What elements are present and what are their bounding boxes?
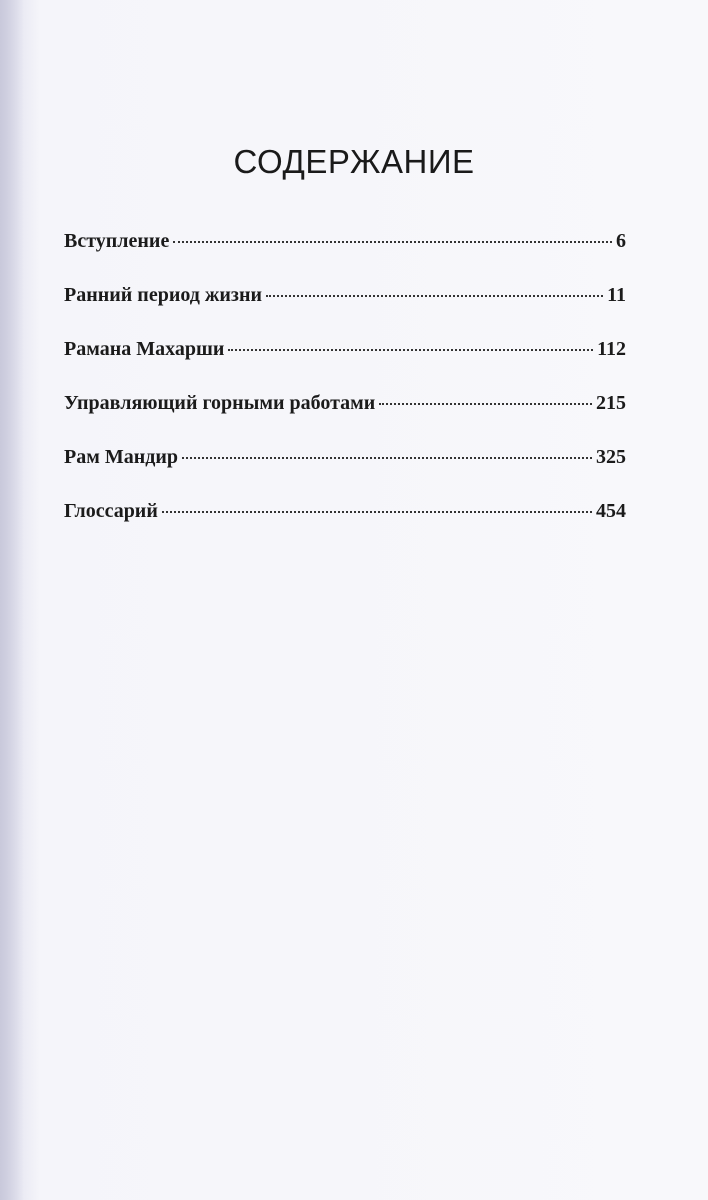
toc-entry-title: Глоссарий <box>64 500 158 522</box>
toc-entry-page: 215 <box>596 392 626 414</box>
toc-entry-title: Рамана Махарши <box>64 338 225 360</box>
toc-entry-mining-manager[interactable] <box>64 392 626 446</box>
toc-entry-page: 112 <box>597 338 626 360</box>
toc-entry-ramana-maharshi[interactable] <box>64 338 626 392</box>
table-of-contents <box>64 230 626 554</box>
toc-leader-dots <box>379 403 592 405</box>
toc-leader-dots <box>182 457 592 459</box>
toc-entry-title: Ранний период жизни <box>64 284 263 306</box>
toc-entry-early-life[interactable] <box>64 284 626 338</box>
toc-leader-dots <box>162 511 592 513</box>
toc-entry-page: 11 <box>607 284 626 306</box>
toc-entry-page: 6 <box>616 230 626 252</box>
toc-entry-title: Рам Мандир <box>64 446 179 468</box>
toc-entry-page: 454 <box>596 500 626 522</box>
toc-leader-dots <box>266 295 603 297</box>
toc-entry-introduction[interactable] <box>64 230 626 284</box>
toc-entry-glossary[interactable] <box>64 500 626 554</box>
toc-entry-title: Вступление <box>64 230 170 252</box>
toc-leader-dots <box>173 241 612 243</box>
toc-entry-ram-mandir[interactable] <box>64 446 626 500</box>
toc-entry-page: 325 <box>596 446 626 468</box>
page-title: СОДЕРЖАНИЕ <box>233 143 475 180</box>
toc-entry-title: Управляющий горными работами <box>64 392 376 414</box>
toc-leader-dots <box>228 349 593 351</box>
